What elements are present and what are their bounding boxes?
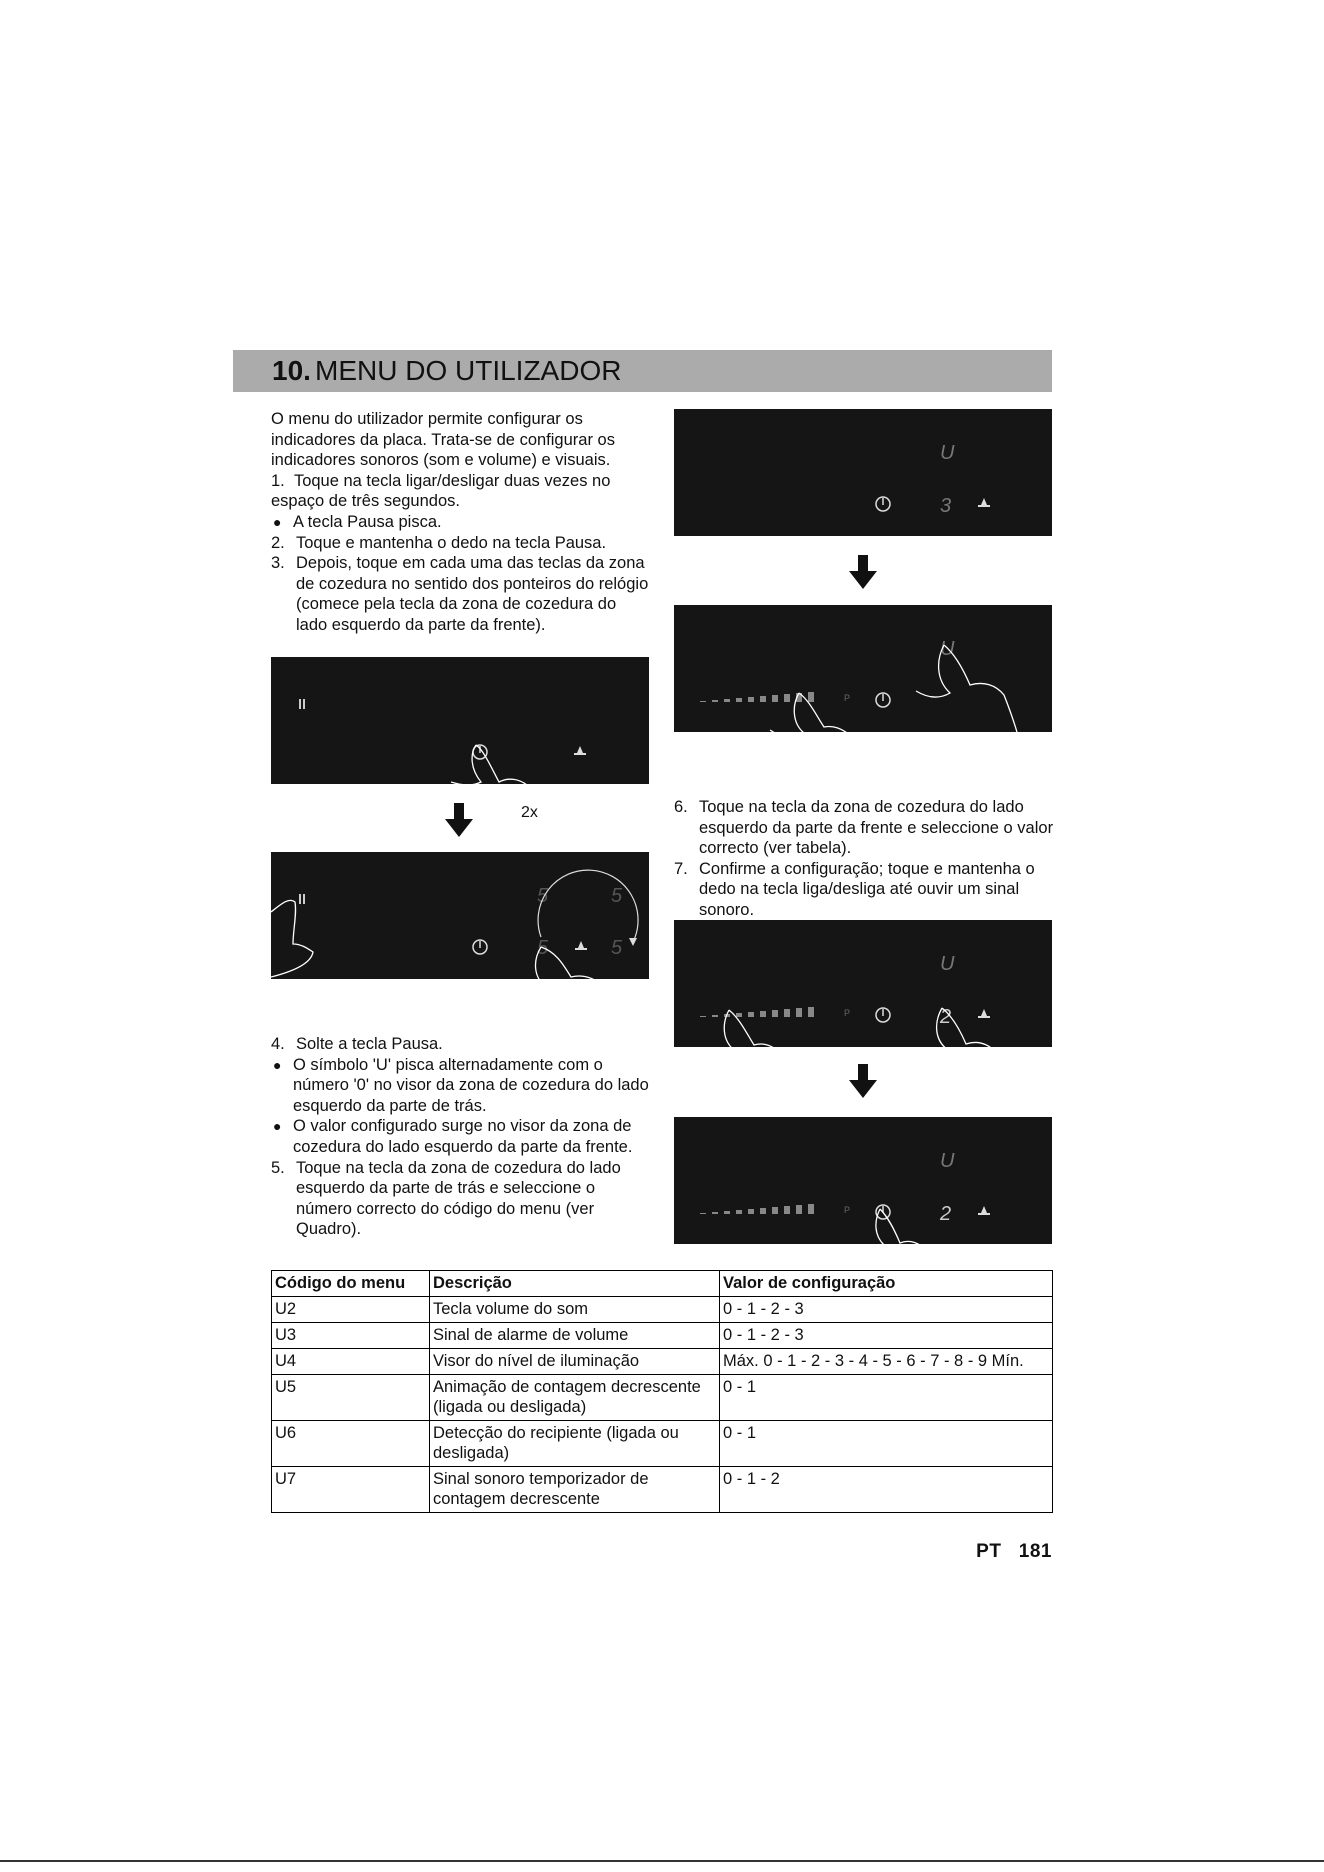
arrow-down-icon [849, 555, 877, 589]
power-icon [473, 940, 487, 954]
bottom-rule [0, 1860, 1324, 1862]
table-row [272, 1421, 1053, 1467]
col-header-description: Descrição [430, 1271, 720, 1297]
zone-display-front-right: 5 [611, 937, 623, 959]
cell-code: U6 [272, 1421, 430, 1467]
menu-code-table [271, 1270, 1053, 1513]
hand-icon [864, 1209, 934, 1265]
step-2: 2. Toque e mantenha o dedo na tecla Pausa. [271, 533, 607, 552]
hob-lock-icon [978, 1009, 990, 1018]
press-count-label: 2x [521, 804, 538, 821]
cell-value: 0 - 1 - 2 - 3 [720, 1323, 1053, 1349]
cell-description: Visor do nível de iluminação [430, 1349, 720, 1375]
col-header-value: Valor de configuração [720, 1271, 1053, 1297]
cell-value: 0 - 1 - 2 - 3 [720, 1297, 1053, 1323]
cell-code: U2 [272, 1297, 430, 1323]
zone-display-rear-right: 5 [611, 885, 623, 907]
figure-select-code [674, 605, 1052, 785]
table-header-row [272, 1271, 1053, 1297]
arrow-down-icon [445, 803, 473, 837]
cell-code: U3 [272, 1323, 430, 1349]
hand-icon [700, 1010, 794, 1102]
right-text [674, 797, 1059, 921]
figure-clockwise [271, 852, 649, 1037]
cell-value: Máx. 0 - 1 - 2 - 3 - 4 - 5 - 6 - 7 - 8 - 9 Mín. [720, 1349, 1053, 1375]
step-5: 5. Toque na tecla da zona de cozedura do lado esquerdo da parte de trás e seleccione o número correcto do código do menu (ver Quadro). [271, 1158, 621, 1239]
value-display: 2 [940, 1006, 952, 1028]
hand-icon [271, 900, 313, 977]
cell-code: U4 [272, 1349, 430, 1375]
arrow-down-icon [849, 1064, 877, 1098]
pause-key-label: P [844, 1008, 851, 1018]
table-row [272, 1375, 1053, 1421]
left-text-bottom [271, 1034, 651, 1240]
step-1: 1. Toque na tecla ligar/desligar duas vezes no espaço de três segundos. [271, 471, 611, 511]
bullet-value-shown: ● O valor configurado surge no visor da zona de cozedura do lado esquerdo da parte da frente. [273, 1117, 633, 1156]
menu-code-display: U [940, 442, 955, 464]
hob-lock-icon [575, 941, 587, 950]
language-code: PT [976, 1541, 1002, 1562]
power-slider [700, 1204, 814, 1214]
figure-confirm [674, 1117, 1052, 1265]
cell-description: Sinal de alarme de volume [430, 1323, 720, 1349]
clockwise-arrow-icon [538, 870, 638, 942]
page-number: 181 [1018, 1541, 1052, 1562]
menu-code-display: U [940, 638, 955, 660]
col-header-code: Código do menu [272, 1271, 430, 1297]
menu-code-display: U [940, 953, 955, 975]
hob-lock-icon [978, 498, 990, 507]
bullet-pause-blinks: ● A tecla Pausa pisca. [273, 512, 442, 531]
cell-description: Animação de contagem decrescente (ligada ou desligada) [430, 1375, 720, 1421]
step-3: 3. Depois, toque em cada uma das teclas da zona de cozedura no sentido dos ponteiros do relógio (comece pela tecla da zona de cozedura do lado esquerdo da parte da frente). [271, 554, 649, 634]
table-row [272, 1467, 1053, 1513]
power-icon [876, 1008, 890, 1022]
pause-key-label: P [844, 1205, 851, 1215]
bullet-u-blinks: ● O símbolo 'U' pisca alternadamente com o número '0' no visor da zona de cozedura do lado esquerdo da parte de trás. [273, 1055, 649, 1115]
hob-lock-icon [574, 746, 586, 755]
table-row [272, 1323, 1053, 1349]
power-icon [876, 497, 890, 511]
table-row [272, 1297, 1053, 1323]
step-4: 4. Solte a tecla Pausa. [271, 1035, 443, 1053]
value-display: 2 [940, 1203, 952, 1225]
hand-icon [511, 947, 617, 1034]
intro-text: O menu do utilizador permite configurar os indicadores da placa. Trata-se de configurar os indicadores sonoros (som e volume) e visuais. [271, 410, 615, 470]
section-title: MENU DO UTILIZADOR [315, 355, 622, 386]
cell-value: 0 - 1 - 2 [720, 1467, 1053, 1513]
pause-icon [299, 699, 305, 709]
cell-value: 0 - 1 [720, 1375, 1053, 1421]
power-icon [876, 693, 890, 707]
cell-description: Tecla volume do som [430, 1297, 720, 1323]
hand-icon [770, 693, 864, 783]
section-header [233, 350, 1052, 392]
cell-code: U5 [272, 1375, 430, 1421]
power-slider [700, 1007, 814, 1017]
table-row [272, 1349, 1053, 1375]
cell-code: U7 [272, 1467, 430, 1513]
zone-display-front-left: 5 [537, 937, 549, 959]
hand-icon [914, 1008, 1016, 1105]
section-number: 10. [272, 355, 311, 386]
zone-display-rear-left: 5 [537, 885, 549, 907]
hob-lock-icon [978, 1206, 990, 1215]
hand-icon [916, 645, 1026, 765]
cell-description: Detecção do recipiente (ligada ou desligada) [430, 1421, 720, 1467]
figure-u3 [674, 409, 1052, 536]
left-text-top [271, 409, 651, 636]
pause-key-label: P [844, 693, 851, 703]
page-footer [976, 1541, 1052, 1563]
menu-code-display: U [940, 1150, 955, 1172]
step-7: 7. Confirme a configuração; toque e mantenha o dedo na tecla liga/desliga até ouvir um sinal sonoro. [674, 859, 1035, 919]
pause-icon [299, 894, 305, 904]
cell-value: 0 - 1 [720, 1421, 1053, 1467]
cell-description: Sinal sonoro temporizador de contagem decrescente [430, 1467, 720, 1513]
step-6: 6. Toque na tecla da zona de cozedura do lado esquerdo da parte da frente e seleccione o valor correcto (ver tabela). [674, 798, 1054, 858]
value-display: 3 [940, 495, 952, 517]
